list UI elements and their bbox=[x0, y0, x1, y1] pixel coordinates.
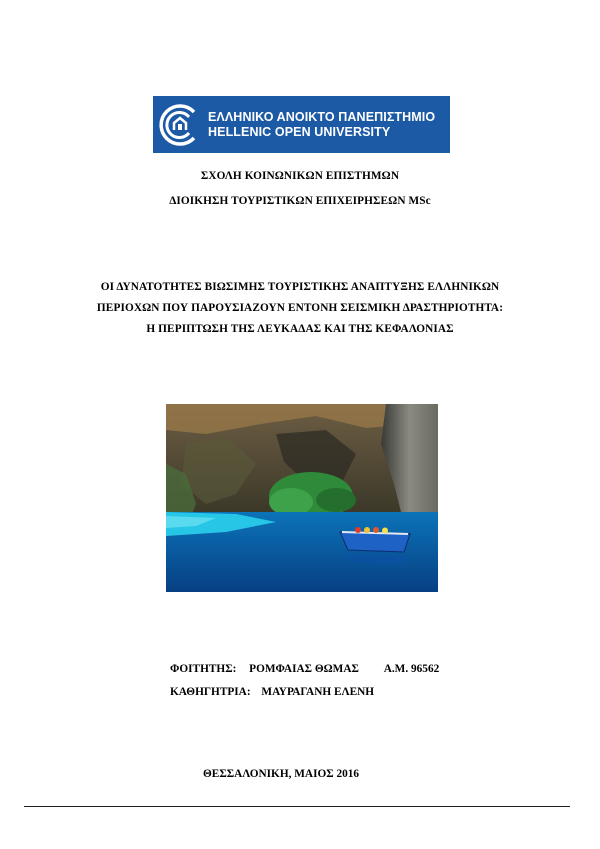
supervisor-line bbox=[170, 686, 374, 698]
place-date: ΘΕΣΣΑΛΟΝΙΚΗ, ΜΑΙΟΣ 2016 bbox=[203, 768, 360, 780]
university-logo bbox=[153, 96, 450, 153]
supervisor-name: ΜΑΥΡΑΓΑΝΗ ΕΛΕΝΗ bbox=[261, 686, 375, 698]
student-label: ΦΟΙΤΗΤΗΣ: bbox=[170, 663, 237, 675]
logo-greek-name: ΕΛΛΗΝΙΚΟ ΑΝΟΙΚΤΟ ΠΑΝΕΠΙΣΤΗΜΙΟ bbox=[208, 110, 436, 125]
thesis-title-line-2: ΠΕΡΙΟΧΩΝ ΠΟΥ ΠΑΡΟΥΣΙΑΖΟΥΝ ΕΝΤΟΝΗ ΣΕΙΣΜΙΚΗ ΔΡΑΣΤΗΡΙΟΤΗΤΑ: bbox=[96, 302, 504, 314]
student-line bbox=[170, 663, 439, 675]
school-name: ΣΧΟΛΗ ΚΟΙΝΩΝΙΚΩΝ ΕΠΙΣΤΗΜΩΝ bbox=[200, 170, 400, 182]
student-name: ΡΟΜΦΑΙΑΣ ΘΩΜΑΣ bbox=[249, 663, 359, 675]
logo-english-name: HELLENIC OPEN UNIVERSITY bbox=[208, 124, 391, 139]
cover-photo bbox=[166, 404, 438, 592]
thesis-title-line-3: Η ΠΕΡΙΠΤΩΣΗ ΤΗΣ ΛΕΥΚΑΔΑΣ ΚΑΙ ΤΗΣ ΚΕΦΑΛΟΝΙΑΣ bbox=[146, 323, 454, 335]
thesis-title-line-1: ΟΙ ΔΥΝΑΤΟΤΗΤΕΣ ΒΙΩΣΙΜΗΣ ΤΟΥΡΙΣΤΙΚΗΣ ΑΝΑΠΤΥΞΗΣ ΕΛΛΗΝΙΚΩΝ bbox=[100, 281, 500, 293]
university-emblem-icon bbox=[158, 103, 202, 147]
bottom-divider bbox=[24, 806, 570, 807]
student-id: Α.Μ. 96562 bbox=[383, 663, 440, 675]
supervisor-label: ΚΑΘΗΓΗΤΡΙΑ: bbox=[170, 686, 251, 698]
program-name: ΔΙΟΙΚΗΣΗ ΤΟΥΡΙΣΤΙΚΩΝ ΕΠΙΧΕΙΡΗΣΕΩΝ MSc bbox=[169, 195, 431, 207]
